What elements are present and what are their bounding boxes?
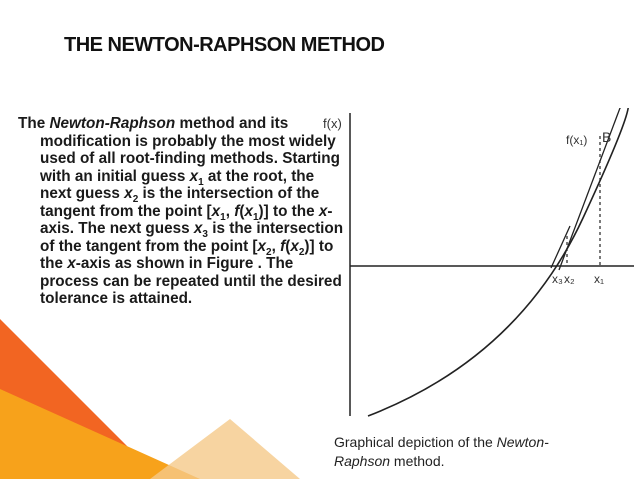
x3-label: x₃: [552, 272, 563, 286]
point-label: f(x₁): [566, 133, 588, 147]
figure-caption: Graphical depiction of the Newton-Raphson method.: [334, 434, 549, 469]
light-triangle: [150, 419, 300, 479]
slide-title: THE NEWTON-RAPHSON METHOD: [64, 34, 385, 56]
x2-label: x₂: [564, 272, 575, 286]
newton-raphson-figure: [318, 108, 638, 428]
y-axis-label: f(x): [323, 116, 342, 131]
point-b-label: B: [602, 129, 612, 145]
body-paragraph: The Newton-Raphson method and its modification is probably the most widely used of all root-finding methods. Starting with an initial guess $x_1$ at the root, the next guess $x_2$ is the intersection of the tangent from the point [$x_1$, $f(x_1)$] to the x-axis. The next guess $x_3$ is the intersection of the tangent from the point [$x_2$, $f(x_2)$] to the x-axis as shown in Figure . The process can be repeated until the desired tolerance is attained.: [18, 115, 344, 307]
corner-decoration: [0, 319, 300, 479]
function-curve: [368, 108, 628, 416]
x1-label: x₁: [594, 272, 605, 286]
